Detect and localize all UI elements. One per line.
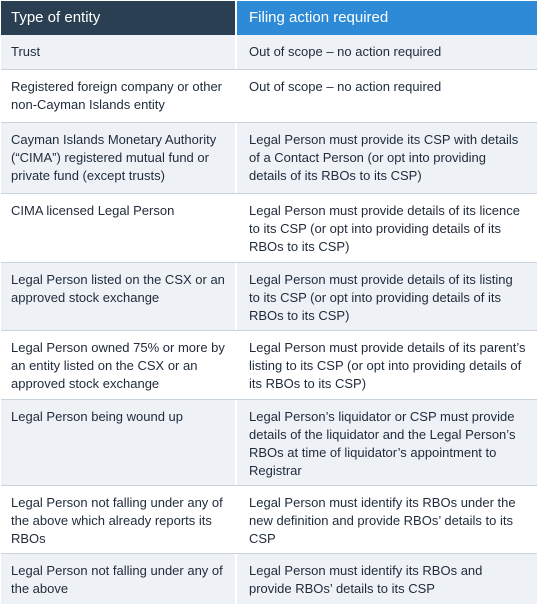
entity-cell: Legal Person owned 75% or more by an entity listed on the CSX or an approved stock exchange — [1, 331, 235, 399]
entity-cell: Legal Person being wound up — [1, 400, 235, 485]
table-row — [1, 486, 537, 554]
table-row — [1, 194, 537, 263]
action-cell: Legal Person must provide details of its parent’s listing to its CSP (or opt into providing details of its RBOs to its CSP) — [235, 331, 537, 399]
action-cell: Legal Person must provide details of its listing to its CSP (or opt into providing details of its RBOs to its CSP) — [235, 263, 537, 330]
filing-action-table — [1, 1, 537, 604]
entity-cell: Registered foreign company or other non-Cayman Islands entity — [1, 70, 235, 122]
entity-cell: CIMA licensed Legal Person — [1, 194, 235, 262]
action-cell: Legal Person must identify its RBOs under the new definition and provide RBOs’ details to its CSP — [235, 486, 537, 553]
table-header-row — [1, 1, 537, 35]
entity-cell: Cayman Islands Monetary Authority (“CIMA”) registered mutual fund or private fund (except trusts) — [1, 123, 235, 193]
entity-cell: Legal Person listed on the CSX or an approved stock exchange — [1, 263, 235, 330]
table-row — [1, 123, 537, 194]
action-cell: Legal Person’s liquidator or CSP must provide details of the liquidator and the Legal Person’s RBOs at time of liquidator’s appointment to Registrar — [235, 400, 537, 485]
entity-cell: Legal Person not falling under any of the above which already reports its RBOs — [1, 486, 235, 553]
table-row — [1, 35, 537, 70]
header-filing-action: Filing action required — [235, 1, 537, 35]
header-type-of-entity: Type of entity — [1, 1, 235, 35]
entity-cell: Legal Person not falling under any of the above — [1, 554, 235, 604]
table-row — [1, 400, 537, 486]
table-row — [1, 263, 537, 331]
action-cell: Legal Person must provide its CSP with details of a Contact Person (or opt into providing details of its RBOs to its CSP) — [235, 123, 537, 193]
action-cell: Out of scope – no action required — [235, 70, 537, 122]
entity-cell: Trust — [1, 35, 235, 69]
table-row — [1, 331, 537, 400]
table-row — [1, 70, 537, 123]
action-cell: Legal Person must provide details of its licence to its CSP (or opt into providing details of its RBOs to its CSP) — [235, 194, 537, 262]
action-cell: Legal Person must identify its RBOs and provide RBOs’ details to its CSP — [235, 554, 537, 604]
action-cell: Out of scope – no action required — [235, 35, 537, 69]
